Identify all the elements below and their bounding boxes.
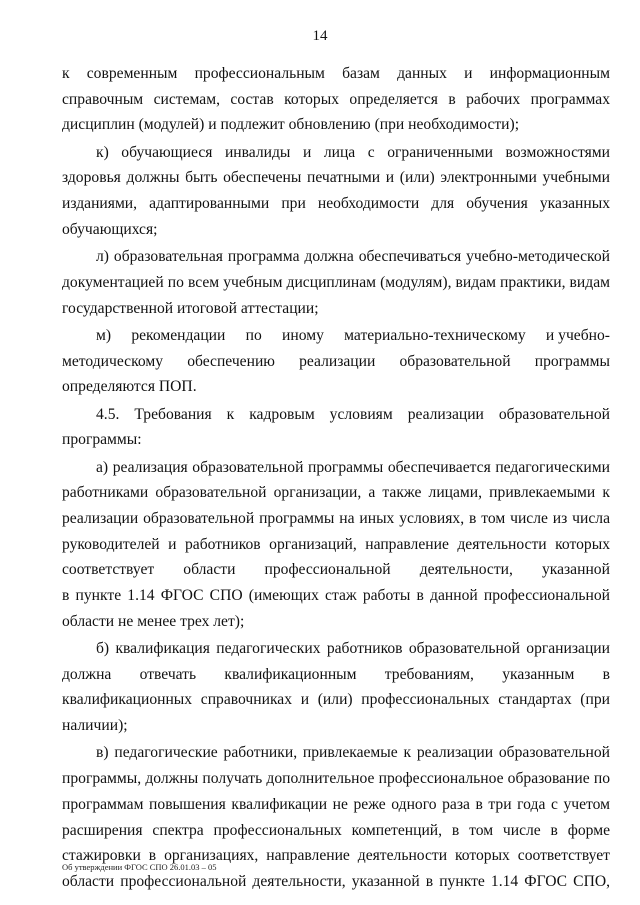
- paragraph-b: б) квалификация педагогических работников образовательной организации должна отвечать квалификационным требованиям, указанным в квалификационных справочниках и (или) профессиональных стандартах (при наличии);: [62, 640, 610, 735]
- section-heading-first-line: [62, 402, 610, 428]
- paragraph-m-rest: методическому обеспечению реализации образовательной программы определяются ПОП.: [62, 352, 610, 396]
- word: профессиональной: [264, 561, 391, 579]
- paragraph-a-rest: в пункте 1.14 ФГОС СПО (имеющих стаж работы в данной профессиональной области не менее трех лет);: [62, 587, 610, 630]
- paragraph-k: к) обучающиеся инвалиды и лица с ограниченными возможностями здоровья должны быть обеспечены печатными и (или) электронными учебными изданиями, адаптированными при необходимости для обучения указанных обучающихся;: [62, 143, 610, 238]
- word: указанной: [541, 561, 610, 579]
- word: кадровым: [249, 405, 315, 423]
- word: области: [183, 561, 236, 579]
- word: условиям: [329, 405, 393, 423]
- word: материально-техническому: [344, 326, 526, 344]
- section-heading: [62, 402, 610, 428]
- paragraph-v: в) педагогические работники, привлекаемые к реализации образовательной программы, должны получать дополнительное профессиональное образование по программам повышения квалификации не реже одного раза в три года с учетом расширения спектра профессиональных компетенций, в том числе в форме стажировки в организациях, направление деятельности которых соответствует области профессиональной деятельности, указанной в пункте 1.14 ФГОС СПО,: [62, 744, 610, 890]
- paragraph-a-spaced-line: [62, 557, 610, 583]
- page-number: 14: [312, 28, 328, 44]
- section-heading-rest: программы:: [62, 431, 142, 449]
- paragraph-m: [62, 323, 610, 349]
- word: иному: [282, 326, 324, 344]
- word: м): [96, 326, 112, 344]
- word: рекомендации: [131, 326, 226, 344]
- document-body: [62, 61, 610, 896]
- footer-note: Об утверждении ФГОС СПО 26.01.03 – 05: [62, 862, 217, 872]
- word: и учебно-: [545, 326, 610, 344]
- word: реализации: [407, 405, 484, 423]
- paragraph-m-first-line: [62, 323, 610, 349]
- word: к: [226, 405, 235, 423]
- paragraph-a: а) реализация образовательной программы обеспечивается педагогическими работниками образовательной организации, а также лицами, привлекаемыми к реализации образовательной программы на иных условиях, в том числе из числа руководителей и работников организаций, направление деятельности которых: [62, 458, 610, 553]
- section-number: 4.5.: [96, 405, 120, 423]
- paragraph-a-line: [62, 557, 610, 583]
- word: деятельности,: [419, 561, 513, 579]
- word: Требования: [134, 405, 212, 423]
- paragraph-continuation: к современным профессиональным базам данных и информационным справочным системам, состав которых определяется в рабочих программах дисциплин (модулей) и подлежит обновлению (при необходимости);: [62, 65, 610, 134]
- word: образовательной: [498, 405, 610, 423]
- paragraph-l: л) образовательная программа должна обеспечиваться учебно-методической документацией по всем учебным дисциплинам (модулям), видам практики, видам государственной итоговой аттестации;: [62, 248, 610, 317]
- word: по: [245, 326, 262, 344]
- word: соответствует: [62, 561, 155, 579]
